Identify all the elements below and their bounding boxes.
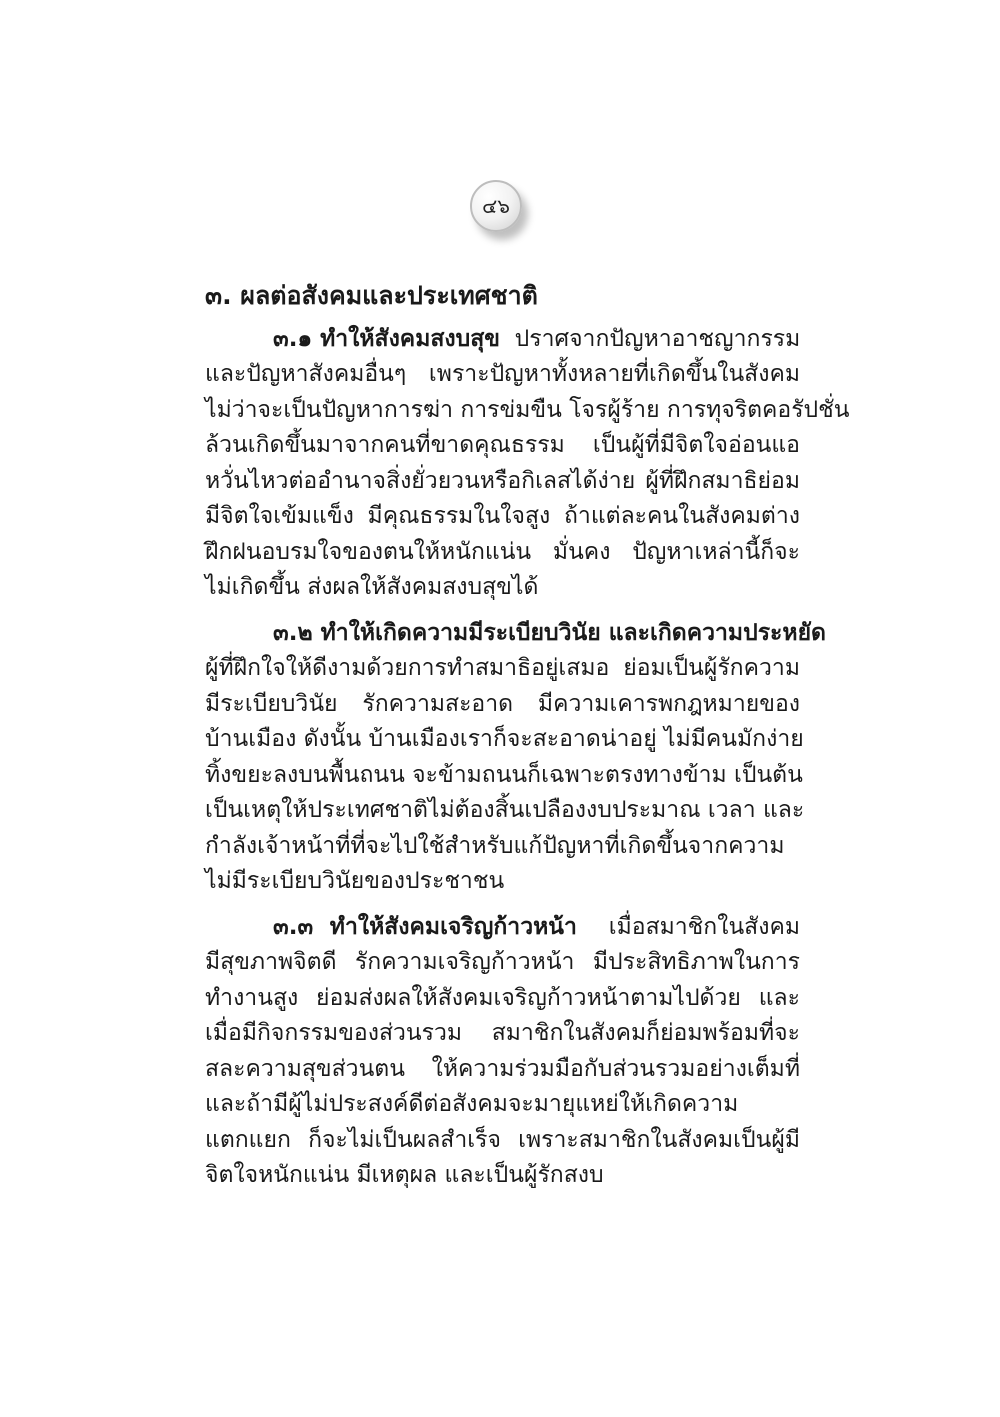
subsection-title: ๓.๑ ทำให้สังคมสงบสุข: [273, 325, 500, 352]
paragraph-line: แตกแยก ก็จะไม่เป็นผลสำเร็จ เพราะสมาชิกในสังคมเป็นผู้มี: [205, 1126, 800, 1153]
paragraph-line: ไม่มีระเบียบวินัยของประชาชน: [205, 868, 505, 894]
paragraph-line: เมื่อมีกิจกรรมของส่วนรวม สมาชิกในสังคมก็ย่อมพร้อมที่จะ: [205, 1020, 800, 1046]
paragraph-line: จิตใจหนักแน่น มีเหตุผล และเป็นผู้รักสงบ: [205, 1162, 604, 1188]
paragraph-line: ไม่ว่าจะเป็นปัญหาการฆ่า การข่มขืน โจรผู้ร้าย การทุจริตคอรัปชั่น: [205, 396, 850, 423]
subsection-3-3: [205, 910, 800, 1194]
page-body: [205, 270, 850, 1204]
subsection-first-line: [205, 322, 800, 358]
paragraph-line: ไม่เกิดขึ้น ส่งผลให้สังคมสงบสุขได้: [205, 574, 539, 600]
paragraph-line: ล้วนเกิดขึ้นมาจากคนที่ขาดคุณธรรม เป็นผู้ที่มีจิตใจอ่อนแอ: [205, 432, 800, 458]
paragraph-line: ฝึกฝนอบรมใจของตนให้หนักแน่น มั่นคง ปัญหาเหล่านี้ก็จะ: [205, 538, 800, 565]
paragraph-line: และปัญหาสังคมอื่นๆ เพราะปัญหาทั้งหลายที่เกิดขึ้นในสังคม: [205, 361, 800, 387]
subsection-text: ปราศจากปัญหาอาชญากรรม: [514, 325, 801, 352]
subsection-title: ๓.๒ ทำให้เกิดความมีระเบียบวินัย และเกิดความประหยัด: [273, 619, 826, 646]
paragraph-line: มีระเบียบวินัย รักความสะอาด มีความเคารพกฎหมายของ: [205, 690, 800, 717]
paragraph-line: หวั่นไหวต่ออำนาจสิ่งยั่วยวนหรือกิเลสได้ง่าย ผู้ที่ฝึกสมาธิย่อม: [205, 467, 800, 494]
paragraph-line: และถ้ามีผู้ไม่ประสงค์ดีต่อสังคมจะมายุแหย่ให้เกิดความ: [205, 1091, 739, 1117]
subsection-first-line: [205, 910, 800, 946]
paragraph-line: กำลังเจ้าหน้าที่ที่จะไปใช้สำหรับแก้ปัญหาที่เกิดขึ้นจากความ: [205, 832, 785, 859]
subsection-title: ๓.๓ ทำให้สังคมเจริญก้าวหน้า: [273, 913, 577, 940]
paragraph-line: เป็นเหตุให้ประเทศชาติไม่ต้องสิ้นเปลืองงบประมาณ เวลา และ: [205, 797, 805, 823]
paragraph-line: ทำงานสูง ย่อมส่งผลให้สังคมเจริญก้าวหน้าตามไปด้วย และ: [205, 984, 800, 1011]
paragraph-line: มีสุขภาพจิตดี รักความเจริญก้าวหน้า มีประสิทธิภาพในการ: [205, 949, 800, 975]
paragraph-line: สละความสุขส่วนตน ให้ความร่วมมือกับส่วนรวมอย่างเต็มที่: [205, 1055, 800, 1082]
page-number: ๔๖: [470, 180, 522, 232]
paragraph-line: มีจิตใจเข้มแข็ง มีคุณธรรมในใจสูง ถ้าแต่ละคนในสังคมต่าง: [205, 503, 800, 529]
section-heading: ๓. ผลต่อสังคมและประเทศชาติ: [205, 281, 538, 310]
subsection-3-2: [205, 616, 826, 900]
subsection-text: เมื่อสมาชิกในสังคม: [608, 913, 800, 940]
paragraph-line: บ้านเมือง ดังนั้น บ้านเมืองเราก็จะสะอาดน่าอยู่ ไม่มีคนมักง่าย: [205, 726, 804, 752]
page-number-badge: [470, 180, 528, 248]
subsection-3-1: [205, 322, 850, 606]
paragraph-line: ทิ้งขยะลงบนพื้นถนน จะข้ามถนนก็เฉพาะตรงทางข้าม เป็นต้น: [205, 761, 803, 788]
paragraph-line: ผู้ที่ฝึกใจให้ดีงามด้วยการทำสมาธิอยู่เสมอ ย่อมเป็นผู้รักความ: [205, 655, 800, 681]
